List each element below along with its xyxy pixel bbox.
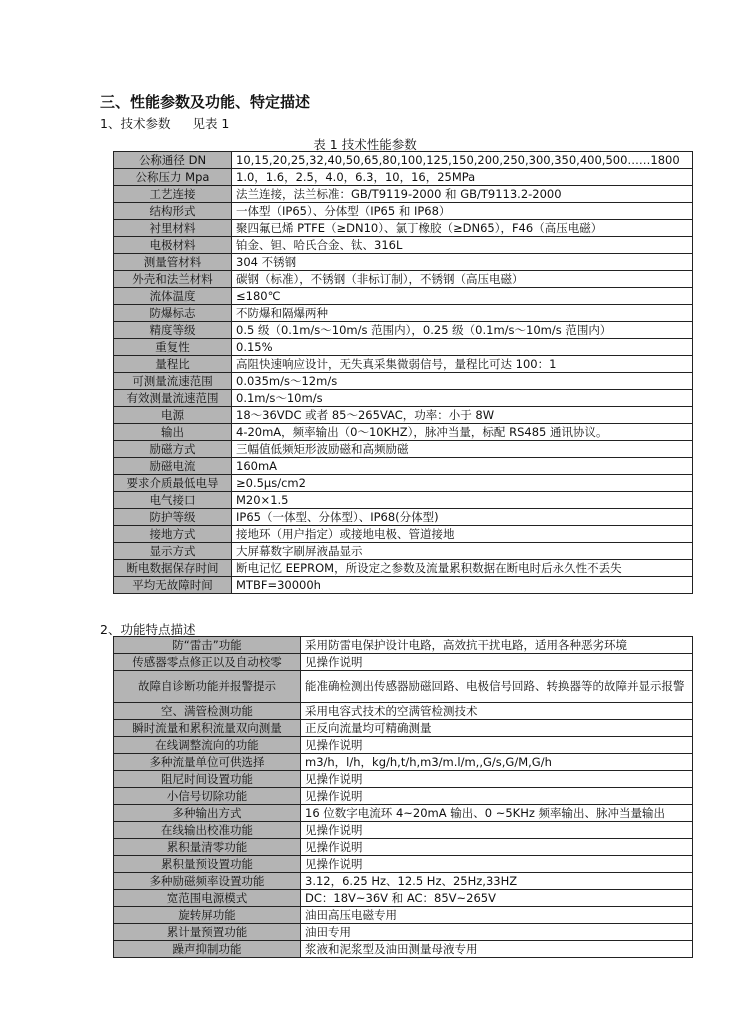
row-value: 0.5 级（0.1m/s～10m/s 范围内），0.25 级（0.1m/s～10m/s 范围内） [232,322,693,339]
table-row [114,220,693,237]
row-value: 304 不锈钢 [232,254,693,271]
table1-caption: 表 1 技术性能参数 [313,137,417,152]
row-label: 累积量清零功能 [114,839,301,856]
table-row [114,356,693,373]
row-label: 断电数据保存时间 [114,560,232,577]
row-value: 大屏幕数字刷屏液晶显示 [232,543,693,560]
row-label: 防“雷击”功能 [114,637,301,654]
table-row [114,526,693,543]
row-label: 重复性 [114,339,232,356]
table-row [114,754,693,771]
row-label: 宽范围电源模式 [114,890,301,907]
row-value: DC：18V~36V 和 AC：85V~265V [301,890,693,907]
table-row [114,169,693,186]
table-row [114,671,693,703]
table-row [114,373,693,390]
row-value: 油田专用 [301,924,693,941]
row-value: 1.0，1.6，2.5，4.0，6.3，10，16，25MPa [232,169,693,186]
table-row [114,703,693,720]
row-label: 要求介质最低电导 [114,475,232,492]
table-row [114,186,693,203]
row-label: 公称压力 Mpa [114,169,232,186]
row-label: 电源 [114,407,232,424]
row-label: 多种流量单位可供选择 [114,754,301,771]
row-label: 故障自诊断功能并报警提示 [114,671,301,703]
row-label: 在线输出校准功能 [114,822,301,839]
row-label: 在线调整流向的功能 [114,737,301,754]
row-label: 空、满管检测功能 [114,703,301,720]
row-value: 铂金、钽、哈氏合金、钛、316L [232,237,693,254]
row-label: 旋转屏功能 [114,907,301,924]
table-row [114,637,693,654]
row-label: 小信号切除功能 [114,788,301,805]
row-value: 4-20mA，频率输出（0～10KHZ），脉冲当量，标配 RS485 通讯协议。 [232,424,693,441]
features-heading: 2、功能特点描述 [100,622,196,637]
row-value: 见操作说明 [301,856,693,873]
table-row [114,475,693,492]
row-value: 0.1m/s～10m/s [232,390,693,407]
row-value: 不防爆和隔爆两种 [232,305,693,322]
table-row [114,720,693,737]
row-label: 防护等级 [114,509,232,526]
table-row [114,339,693,356]
row-value: 见操作说明 [301,771,693,788]
row-label: 流体温度 [114,288,232,305]
row-value: 16 位数字电流环 4~20mA 输出、0 ~5KHz 频率输出、脉冲当量输出 [301,805,693,822]
row-value: 160mA [232,458,693,475]
tech-params-table [113,151,693,594]
table-row [114,271,693,288]
row-label: 输出 [114,424,232,441]
row-value: 10,15,20,25,32,40,50,65,80,100,125,150,200,250,300,350,400,500……1800 [232,152,693,169]
row-value: 0.15% [232,339,693,356]
row-label: 累积量预设置功能 [114,856,301,873]
row-label: 平均无故障时间 [114,577,232,594]
table-row [114,509,693,526]
row-value: ≥0.5μs/cm2 [232,475,693,492]
table-row [114,560,693,577]
table-row [114,441,693,458]
table-row [114,458,693,475]
row-value: IP65（一体型、分体型）、IP68(分体型) [232,509,693,526]
row-value: 见操作说明 [301,822,693,839]
params-heading-ref: 见表 1 [192,116,230,131]
row-label: 结构形式 [114,203,232,220]
row-label: 接地方式 [114,526,232,543]
row-value: 聚四氟已烯 PTFE（≥DN10）、氯丁橡胶（≥DN65），F46（高压电磁） [232,220,693,237]
table-row [114,577,693,594]
row-label: 阻尼时间设置功能 [114,771,301,788]
row-value: 见操作说明 [301,788,693,805]
row-value: 高阻快速响应设计，无失真采集微弱信号，量程比可达 100：1 [232,356,693,373]
params-heading-label: 1、技术参数 [100,116,171,131]
row-value: 三幅值低频矩形波励磁和高频励磁 [232,441,693,458]
table-row [114,424,693,441]
features-table [113,636,693,958]
table-row [114,237,693,254]
row-label: 防爆标志 [114,305,232,322]
row-label: 电气接口 [114,492,232,509]
table-row [114,654,693,671]
table-row [114,890,693,907]
table-row [114,492,693,509]
row-label: 公称通径 DN [114,152,232,169]
row-value: 碳钢（标准），不锈钢（非标订制），不锈钢（高压电磁） [232,271,693,288]
row-value: MTBF=30000h [232,577,693,594]
table-row [114,941,693,958]
table-row [114,924,693,941]
row-label: 外壳和法兰材料 [114,271,232,288]
row-label: 衬里材料 [114,220,232,237]
row-value: 采用防雷电保护设计电路，高效抗干扰电路，适用各种恶劣环境 [301,637,693,654]
table-row [114,788,693,805]
row-value: 能准确检测出传感器励磁回路、电极信号回路、转换器等的故障并显示报警 [301,671,693,703]
row-value: 油田高压电磁专用 [301,907,693,924]
row-value: 18～36VDC 或者 85～265VAC，功率：小于 8W [232,407,693,424]
table-row [114,203,693,220]
table-row [114,856,693,873]
table-row [114,771,693,788]
section-title: 三、性能参数及功能、特定描述 [100,93,311,111]
row-value: 3.12，6.25 Hz、12.5 Hz、25Hz,33HZ [301,873,693,890]
row-label: 测量管材料 [114,254,232,271]
row-value: 见操作说明 [301,654,693,671]
table-row [114,839,693,856]
row-value: M20×1.5 [232,492,693,509]
row-value: 接地环（用户指定）或接地电极、管道接地 [232,526,693,543]
row-value: 0.035m/s～12m/s [232,373,693,390]
table-row [114,543,693,560]
row-label: 可测量流速范围 [114,373,232,390]
row-label: 励磁方式 [114,441,232,458]
row-value: ≤180℃ [232,288,693,305]
table-row [114,305,693,322]
table-row [114,288,693,305]
row-value: 法兰连接，法兰标准：GB/T9119-2000 和 GB/T9113.2-2000 [232,186,693,203]
row-label: 多种励磁频率设置功能 [114,873,301,890]
params-heading [100,114,229,132]
table-row [114,805,693,822]
row-value: 采用电容式技术的空满管检测技术 [301,703,693,720]
table-row [114,390,693,407]
row-value: 正反向流量均可精确测量 [301,720,693,737]
row-label: 累计量预置功能 [114,924,301,941]
row-value: 断电记忆 EEPROM，所设定之参数及流量累积数据在断电时后永久性不丢失 [232,560,693,577]
table-row [114,407,693,424]
table-row [114,822,693,839]
row-value: 浆液和泥浆型及油田测量母液专用 [301,941,693,958]
table-row [114,322,693,339]
table-row [114,907,693,924]
row-label: 励磁电流 [114,458,232,475]
row-value: m3/h，l/h，kg/h,t/h,m3/m.l/m,,G/s,G/M,G/h [301,754,693,771]
row-label: 有效测量流速范围 [114,390,232,407]
row-label: 量程比 [114,356,232,373]
table-row [114,254,693,271]
row-value: 见操作说明 [301,737,693,754]
table-row [114,737,693,754]
row-label: 精度等级 [114,322,232,339]
row-label: 显示方式 [114,543,232,560]
row-label: 传感器零点修正以及自动校零 [114,654,301,671]
row-label: 躁声抑制功能 [114,941,301,958]
row-value: 见操作说明 [301,839,693,856]
row-label: 电极材料 [114,237,232,254]
row-label: 工艺连接 [114,186,232,203]
row-value: 一体型（IP65）、分体型（IP65 和 IP68） [232,203,693,220]
table-row [114,873,693,890]
row-label: 多种输出方式 [114,805,301,822]
row-label: 瞬时流量和累积流量双向测量 [114,720,301,737]
table-row [114,152,693,169]
